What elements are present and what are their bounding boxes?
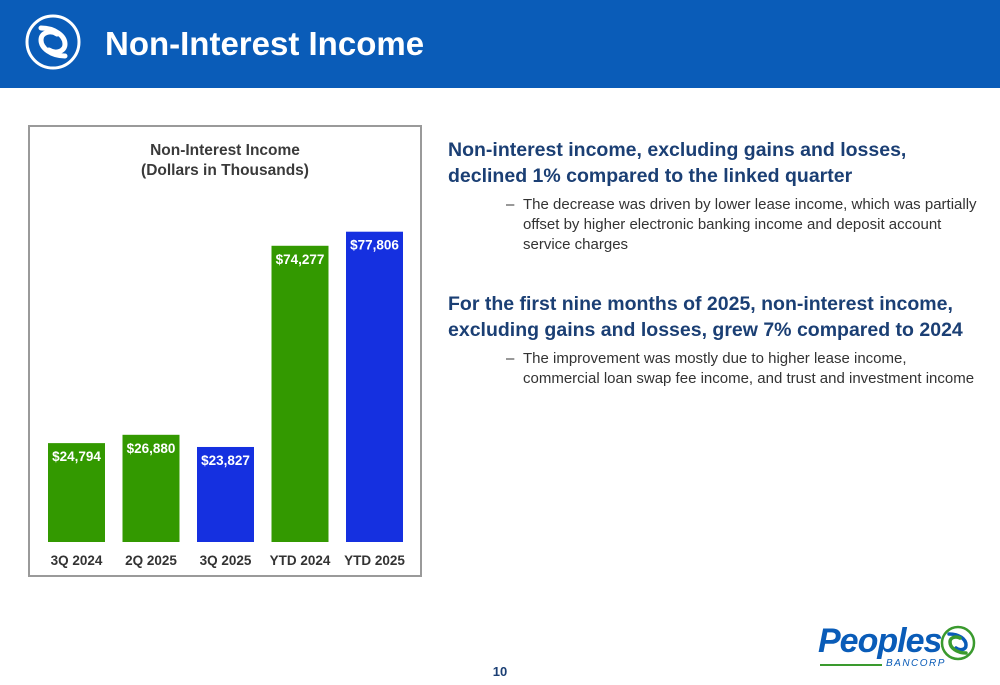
- section-headline: [448, 137, 978, 189]
- dash-bullet: –: [506, 196, 515, 213]
- bullet-line: service charges: [523, 236, 629, 253]
- x-tick-label: 3Q 2024: [50, 553, 103, 568]
- peoples-logo-icon: [25, 14, 81, 70]
- bullet-line: The improvement was mostly due to higher lease income,: [523, 350, 907, 367]
- brand-sub: BANCORP: [886, 658, 946, 669]
- bar-value-label: $74,277: [275, 251, 325, 267]
- bullet-line: The decrease was driven by lower lease income, which was partially: [523, 196, 977, 213]
- bullet-line: offset by higher electronic banking income and deposit account: [523, 216, 942, 233]
- dash-bullet: –: [506, 350, 515, 367]
- page-title: Non-Interest Income: [105, 25, 425, 62]
- x-tick-label: 2Q 2025: [125, 553, 177, 568]
- bar-value-label: $77,806: [350, 237, 399, 253]
- bar-chart: [30, 127, 420, 575]
- brand-underline: [820, 664, 882, 666]
- header-bar: [0, 0, 1000, 88]
- bar-value-label: $23,827: [201, 452, 250, 468]
- chart-panel: [28, 125, 422, 577]
- commentary: [448, 137, 978, 389]
- section-linked-quarter: [448, 137, 978, 255]
- headline-line: declined 1% compared to the linked quarter: [448, 165, 853, 187]
- bullet-item: [506, 349, 978, 389]
- brand-name: Peoples: [818, 622, 942, 660]
- x-tick-label: YTD 2025: [344, 553, 405, 568]
- headline-line: Non-interest income, excluding gains and losses,: [448, 139, 907, 161]
- headline-line: excluding gains and losses, grew 7% compared to 2024: [448, 319, 963, 341]
- x-tick-label: 3Q 2025: [199, 553, 252, 568]
- peoples-swirl-icon: [939, 624, 977, 662]
- brand-logo: [818, 622, 983, 672]
- bar-value-label: $24,794: [52, 449, 101, 465]
- bar-value-label: $26,880: [126, 440, 176, 456]
- bullet-item: [506, 195, 978, 255]
- section-nine-months: [448, 291, 978, 389]
- section-headline: [448, 291, 978, 343]
- chart-subtitle: (Dollars in Thousands): [141, 162, 309, 179]
- headline-line: For the first nine months of 2025, non-interest income,: [448, 293, 953, 315]
- bar-ytd-2024: [272, 246, 329, 542]
- page-number: 10: [492, 664, 508, 679]
- bullet-line: commercial loan swap fee income, and trust and investment income: [523, 370, 975, 387]
- bar-ytd-2025: [346, 232, 403, 542]
- x-tick-label: YTD 2024: [269, 553, 331, 568]
- chart-title: Non-Interest Income: [150, 142, 300, 159]
